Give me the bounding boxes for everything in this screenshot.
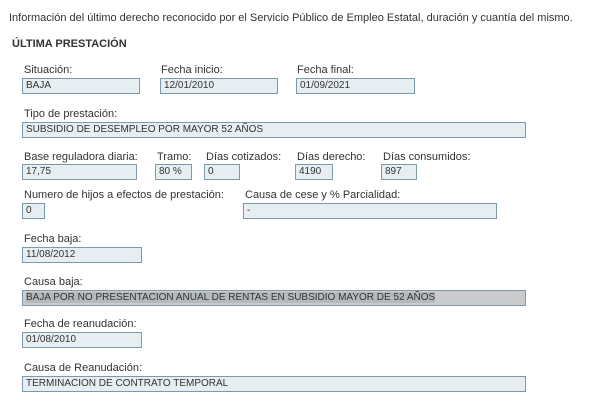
- dias-consumidos-field[interactable]: 897: [381, 164, 417, 180]
- causa-cese-label: Causa de cese y % Parcialidad:: [245, 189, 401, 201]
- causa-baja-field[interactable]: [22, 290, 526, 306]
- dias-cotizados-field[interactable]: 0: [204, 164, 240, 180]
- tramo-field[interactable]: 80 %: [155, 164, 192, 180]
- fecha-inicio-label: Fecha inicio:: [161, 64, 223, 76]
- dias-consumidos-label: Días consumidos:: [383, 151, 471, 163]
- tipo-prestacion-label: Tipo de prestación:: [24, 108, 118, 120]
- fecha-final-label: Fecha final:: [297, 64, 354, 76]
- causa-reanudacion-field[interactable]: TERMINACION DE CONTRATO TEMPORAL: [22, 376, 526, 392]
- fecha-baja-label: Fecha baja:: [24, 233, 82, 245]
- dias-derecho-label: Días derecho:: [297, 151, 366, 163]
- causa-baja-label: Causa baja:: [24, 276, 83, 288]
- causa-reanudacion-label: Causa de Reanudación:: [24, 362, 143, 374]
- fecha-final-field[interactable]: 01/09/2021: [296, 78, 415, 94]
- base-reguladora-field[interactable]: 17,75: [22, 164, 137, 180]
- situacion-field[interactable]: BAJA: [22, 78, 140, 94]
- dias-derecho-field[interactable]: 4190: [295, 164, 333, 180]
- tipo-prestacion-field[interactable]: SUBSIDIO DE DESEMPLEO POR MAYOR 52 AÑOS: [22, 122, 526, 138]
- section-title: ÚLTIMA PRESTACIÓN: [12, 38, 127, 50]
- situacion-label: Situación:: [24, 64, 73, 76]
- base-reguladora-label: Base reguladora diaria:: [24, 151, 138, 163]
- fecha-reanudacion-label: Fecha de reanudación:: [24, 318, 137, 330]
- numero-hijos-label: Numero de hijos a efectos de prestación:: [24, 189, 224, 201]
- numero-hijos-field[interactable]: 0: [22, 203, 45, 219]
- tramo-label: Tramo:: [157, 151, 192, 163]
- fecha-reanudacion-field[interactable]: 01/08/2010: [22, 332, 142, 348]
- fecha-inicio-field[interactable]: 12/01/2010: [160, 78, 278, 94]
- fecha-baja-field[interactable]: 11/08/2012: [22, 247, 142, 263]
- causa-cese-field[interactable]: -: [243, 203, 497, 219]
- dias-cotizados-label: Días cotizados:: [206, 151, 282, 163]
- intro-text: Información del último derecho reconocido por el Servicio Público de Empleo Estatal, duración y cuantía del mismo.: [9, 12, 573, 24]
- causa-baja-selected-text: BAJA POR NO PRESENTACION ANUAL DE RENTAS EN SUBSIDIO MAYOR DE 52 AÑOS: [26, 292, 436, 303]
